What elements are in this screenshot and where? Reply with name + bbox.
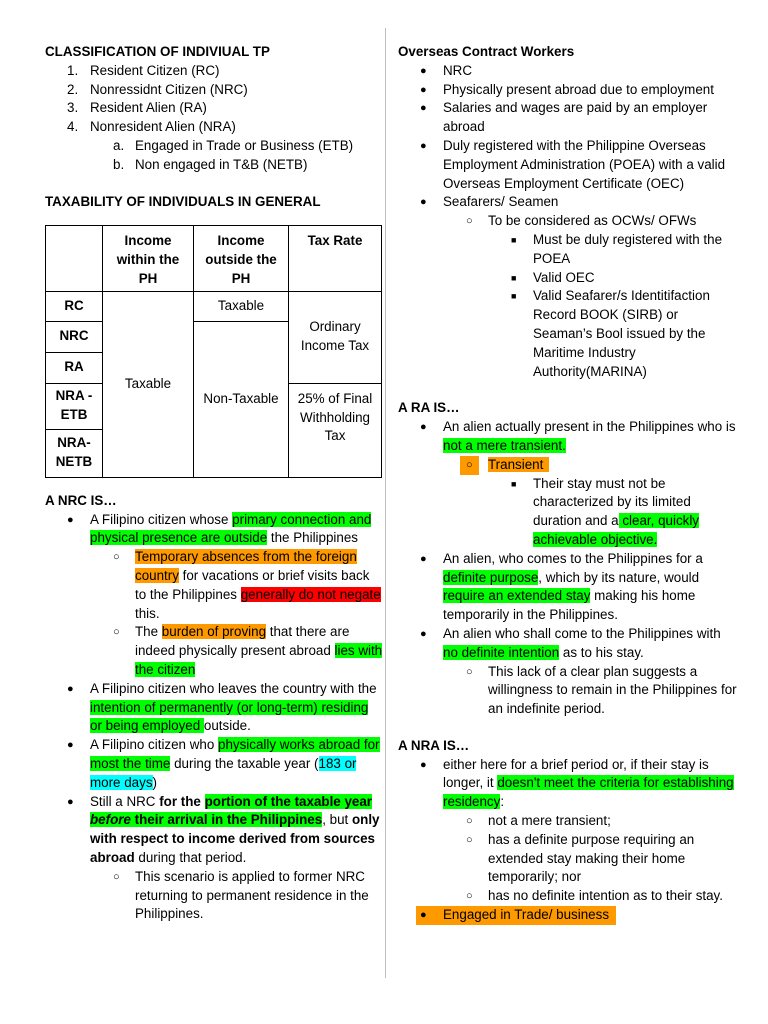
list-subsubitem: ■ Valid Seafarer/s Identitifaction Record BOOK (SIRB) or Seaman’s Bool issued by the Maritime Industry Authority(MARINA) [511, 288, 710, 379]
list-item: ● A Filipino citizen whose primary connection and physical presence are outside the Philippines [67, 511, 372, 546]
list-subsubitem: ■ Valid OEC [511, 269, 595, 285]
table-row-header: NRA-NETB [46, 429, 103, 477]
list-item: 3. Resident Alien (RA) [67, 100, 207, 116]
table-cell: Taxable [103, 291, 194, 477]
classification-heading: CLASSIFICATION OF INDIVIUAL TP [45, 44, 270, 59]
ocw-list [398, 62, 738, 382]
list-subitem: ○ has no definite intention as to their stay. [466, 888, 723, 904]
classification-list [45, 62, 383, 175]
nra-heading: A NRA IS… [398, 737, 470, 753]
list-item: ● A Filipino citizen who physically works abroad for most the time during the taxable year (183 or more days) [67, 737, 380, 790]
nrc-list [45, 511, 383, 925]
list-item: 2. Nonressidnt Citizen (NRC) [67, 81, 248, 97]
table-header: Income within the PH [103, 226, 194, 291]
list-item: ● A Filipino citizen who leaves the country with the intention of permanently (or long-term) residing or being employed outside. [67, 680, 377, 734]
list-subitem: ○ Transient [398, 456, 738, 475]
list-item: ● Seafarers/ Seamen [420, 194, 559, 210]
list-item: ● NRC [420, 62, 473, 78]
list-subitem: ○ To be considered as OCWs/ OFWs [466, 213, 697, 229]
list-item: ● An alien who shall come to the Philippines with no definite intention as to his stay. [420, 625, 721, 660]
table-header: Income outside the PH [194, 226, 289, 291]
list-subsubitem: ■ Their stay must not be characterized by its limited duration and a clear, quickly achievable objective. [511, 475, 700, 547]
table-row-header: NRA -ETB [46, 383, 103, 429]
taxability-heading: TAXABILITY OF INDIVIDUALS IN GENERAL [45, 193, 321, 209]
table-row-header: RA [46, 352, 103, 383]
ocw-heading: Overseas Contract Workers [398, 44, 575, 59]
column-divider [385, 28, 386, 978]
list-item: ● Physically present abroad due to employment [420, 81, 714, 97]
list-item: ● Salaries and wages are paid by an employer abroad [420, 100, 708, 135]
ra-heading: A RA IS… [398, 400, 460, 416]
right-column [398, 43, 738, 925]
list-subitem: ○ This scenario is applied to former NRC returning to permanent residence in the Philippines. [113, 868, 369, 922]
list-item: ● An alien actually present in the Philippines who is not a mere transient. [420, 419, 736, 453]
list-subitem: ○ has a definite purpose requiring an extended stay making their home temporarily; nor [466, 831, 695, 885]
list-item: 1. Resident Citizen (RC) [67, 62, 220, 78]
table-cell: Ordinary Income Tax [289, 291, 382, 383]
list-subitem: ○ Temporary absences from the foreign country for vacations or brief visits back to the Philippines generally do not negate this. [113, 549, 381, 621]
taxability-table [45, 225, 382, 477]
nrc-heading: A NRC IS… [45, 492, 117, 508]
table-cell: Non-Taxable [194, 321, 289, 477]
list-subitem: ○ This lack of a clear plan suggests a willingness to remain in the Philippines for an indefinite period. [466, 663, 737, 717]
list-subitem: a. Engaged in Trade or Business (ETB) [113, 137, 354, 153]
table-header: Tax Rate [289, 226, 382, 291]
ra-list [398, 418, 738, 719]
table-cell: Taxable [194, 291, 289, 321]
list-item: ● Engaged in Trade/ business [398, 906, 738, 925]
list-subitem: ○ The burden of proving that there are indeed physically present abroad lies with the citizen [113, 624, 383, 677]
left-column [45, 43, 383, 924]
list-item: ● Still a NRC for the portion of the taxable year before their arrival in the Philippines, but only with respect to income derived from sources abroad during that period. [67, 793, 380, 865]
list-subsubitem: ■ Must be duly registered with the POEA [511, 231, 723, 266]
list-item: 4. Nonresident Alien (NRA) [67, 119, 236, 135]
table-header [46, 226, 103, 291]
nra-list [398, 756, 738, 925]
list-subitem: ○ not a mere transient; [466, 813, 611, 829]
list-item: ● either here for a brief period or, if their stay is longer, it doesn't meet the criteria for establishing residency: [420, 756, 734, 810]
list-subitem: b. Non engaged in T&B (NETB) [113, 156, 308, 172]
list-item: ● An alien, who comes to the Philippines for a definite purpose, which by its nature, would require an extended stay making his home temporarily in the Philippines. [420, 550, 703, 623]
table-row-header: NRC [46, 321, 103, 352]
table-row-header: RC [46, 291, 103, 321]
table-cell: 25% of Final Withholding Tax [289, 383, 382, 477]
list-item: ● Duly registered with the Philippine Overseas Employment Administration (POEA) with a valid Overseas Employment Certificate (OEC) [420, 137, 726, 191]
